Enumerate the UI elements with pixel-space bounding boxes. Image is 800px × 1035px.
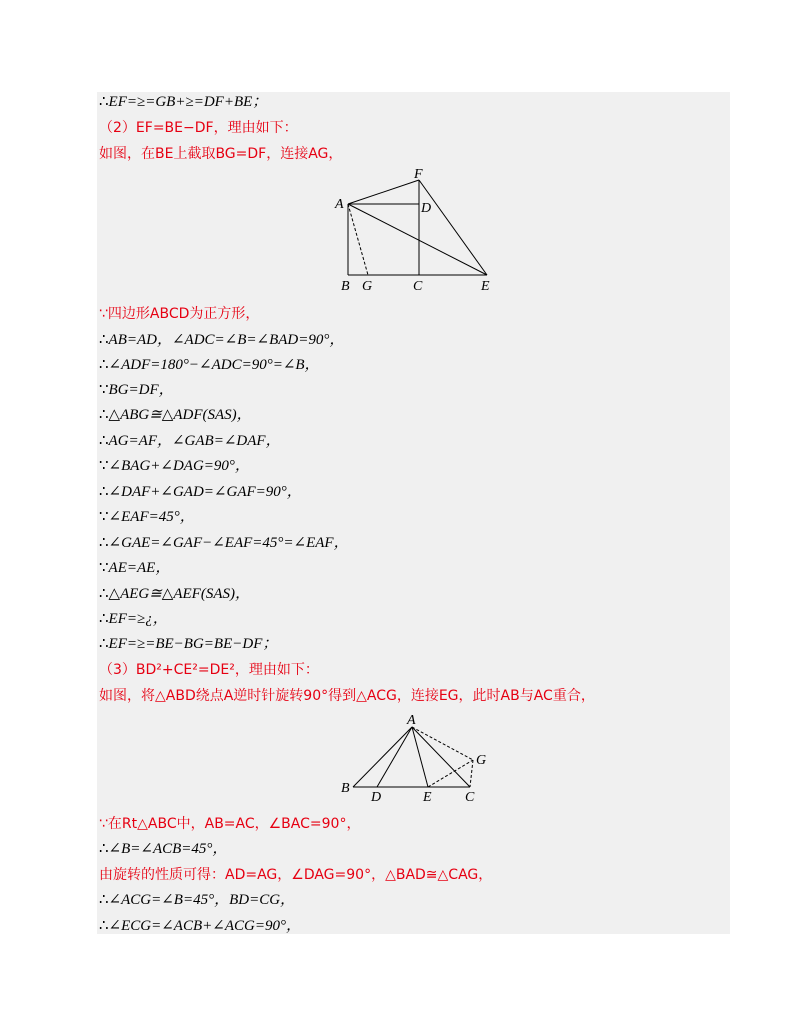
line-text: ∠ECG=∠ACB+∠ACG=90°， [108, 918, 301, 934]
line-text: △ABG≅△ADF(SAS)， [108, 407, 252, 423]
line-text: ∠GAE=∠GAF−∠EAF=45°=∠EAF， [108, 535, 349, 551]
line-text: BG=DF， [108, 382, 174, 398]
solution-line [99, 582, 250, 606]
line-prefix: （2） [99, 120, 136, 136]
line-text: ∠ACG=∠B=45°，BD=CG， [108, 892, 296, 908]
solution-line [99, 914, 301, 938]
solution-line [99, 632, 277, 656]
line-prefix: ∴ [99, 918, 109, 934]
line-prefix: ∴ [99, 586, 109, 602]
solution-line [99, 658, 319, 682]
line-prefix: ∴ [99, 892, 109, 908]
fig2-label-g: G [476, 753, 487, 768]
solution-line [99, 556, 170, 580]
line-prefix: ∴ [99, 636, 109, 652]
fig1-label-d: D [421, 201, 432, 216]
line-text: 由旋转的性质可得：AD=AG，∠DAG=90°，△BAD≅△CAG， [99, 867, 493, 883]
line-text: AG=AF，∠GAB=∠DAF， [108, 433, 281, 449]
line-prefix: ∵ [99, 382, 109, 398]
solution-line [99, 378, 174, 402]
line-prefix: ∴ [99, 433, 109, 449]
solution-line [99, 353, 320, 377]
figure-square [330, 166, 500, 296]
line-text: BD²+CE²=DE²，理由如下： [135, 662, 319, 678]
line-prefix: ∵ [99, 816, 108, 832]
fig2-label-d: D [371, 790, 382, 805]
solution-line [99, 812, 360, 836]
solution-line [99, 863, 492, 887]
line-text: AE=AE， [108, 560, 171, 576]
fig2-label-e: E [423, 790, 432, 805]
fig1-label-a: A [335, 197, 344, 212]
line-prefix: ∴ [99, 535, 109, 551]
line-prefix: ∴ [99, 484, 109, 500]
line-prefix: ∴ [99, 94, 109, 110]
fig1-label-c: C [413, 279, 423, 294]
line-prefix: ∵ [99, 560, 109, 576]
line-text: EF=≥=GB+≥=DF+BE； [108, 94, 268, 110]
solution-line [99, 505, 195, 529]
line-prefix: ∴ [99, 357, 109, 373]
line-text: EF=BE−DF，理由如下： [135, 120, 298, 136]
solution-line [99, 429, 281, 453]
line-text: 在Rt△ABC中，AB=AC，∠BAC=90°， [107, 816, 361, 832]
line-text: ∠DAF+∠GAD=∠GAF=90°， [108, 484, 302, 500]
line-text: ∠EAF=45°， [108, 509, 195, 525]
line-prefix: ∴ [99, 332, 109, 348]
fig1-label-b: B [341, 279, 350, 294]
solution-line [99, 90, 267, 114]
line-text: 如图，将△ABD绕点A逆时针旋转90°得到△ACG，连接EG，此时AB与AC重合， [99, 688, 595, 704]
line-prefix: （3） [99, 662, 136, 678]
solution-line [99, 837, 227, 861]
figure-triangle [335, 710, 495, 805]
solution-line [99, 116, 298, 140]
solution-line [99, 328, 344, 352]
solution-line [99, 888, 295, 912]
fig1-label-f: F [414, 167, 423, 182]
solution-line [99, 403, 252, 427]
line-text: 如图，在BE上截取BG=DF，连接AG， [99, 146, 343, 162]
solution-line [99, 302, 259, 326]
solution-line [99, 480, 302, 504]
line-text: △AEG≅△AEF(SAS)， [108, 586, 250, 602]
line-text: ∠B=∠ACB=45°， [108, 841, 228, 857]
fig2-label-b: B [341, 781, 350, 796]
fig1-label-g: G [362, 279, 373, 294]
solution-line [99, 454, 250, 478]
fig1-label-e: E [481, 279, 490, 294]
line-prefix: ∵ [99, 509, 109, 525]
line-text: ∠BAG+∠DAG=90°， [108, 458, 250, 474]
line-prefix: ∵ [99, 306, 108, 322]
line-prefix: ∵ [99, 458, 109, 474]
line-text: EF=≥=BE−BG=BE−DF； [108, 636, 278, 652]
solution-line [99, 684, 595, 708]
line-text: 四边形ABCD为正方形， [107, 306, 260, 322]
solution-line [99, 607, 168, 631]
line-prefix: ∴ [99, 841, 109, 857]
line-text: AB=AD，∠ADC=∠B=∠BAD=90°， [108, 332, 345, 348]
fig2-label-c: C [465, 790, 475, 805]
line-text: EF=≥¿， [108, 611, 168, 627]
solution-line [99, 531, 349, 555]
solution-line [99, 142, 342, 166]
line-prefix: ∴ [99, 407, 109, 423]
line-text: ∠ADF=180°−∠ADC=90°=∠B， [108, 357, 320, 373]
line-prefix: ∴ [99, 611, 109, 627]
fig2-label-a: A [407, 713, 416, 728]
